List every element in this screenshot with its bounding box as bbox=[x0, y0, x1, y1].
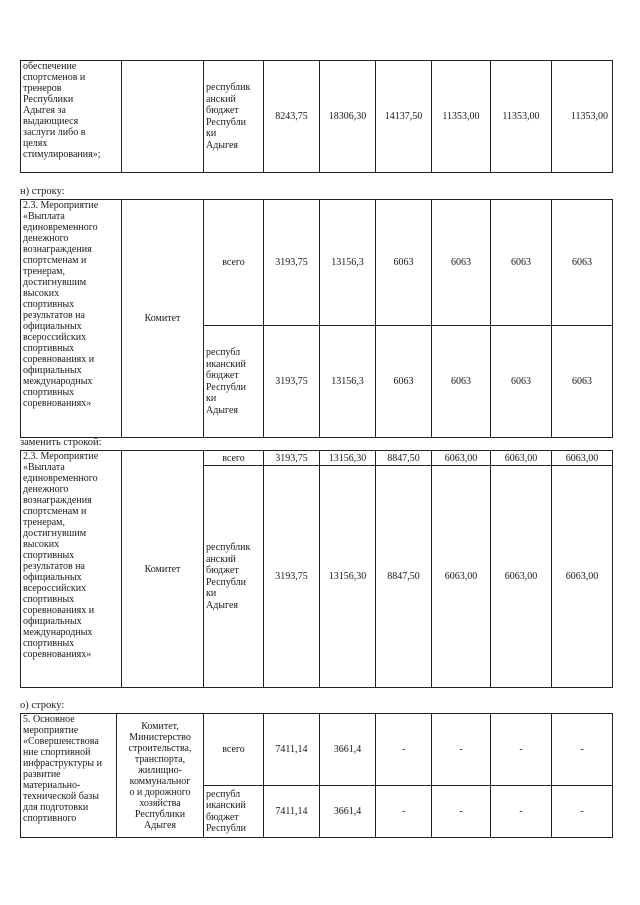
value-cell: 6063 bbox=[376, 326, 432, 438]
executor-cell: Комитет bbox=[122, 451, 204, 688]
table-row bbox=[21, 200, 613, 326]
measure-cell: 5. Основное мероприятие «Совершенствова ние спортивной инфраструктуры и развитие материально- технической базы для подготовки спортивного bbox=[21, 714, 117, 838]
executor-cell bbox=[122, 61, 204, 173]
funding-source-cell: всего bbox=[204, 714, 264, 786]
value-cell: 6063 bbox=[376, 200, 432, 326]
value-cell: - bbox=[376, 786, 432, 838]
funding-source-cell: республик анский бюджет Республи ки Адыгея bbox=[204, 466, 264, 688]
budget-table-old-row bbox=[20, 199, 613, 438]
budget-table-new-row bbox=[20, 450, 613, 688]
funding-source-cell: всего bbox=[204, 200, 264, 326]
value-cell: 3193,75 bbox=[264, 466, 320, 688]
value-cell: 6063 bbox=[491, 200, 552, 326]
value-cell: 11353,00 bbox=[552, 61, 613, 173]
budget-table-continuation bbox=[20, 60, 613, 173]
value-cell: 8847,50 bbox=[376, 466, 432, 688]
measure-cell: обеспечение спортсменов и тренеров Республики Адыгея за выдающиеся заслуги либо в целях стимулирования»; bbox=[21, 61, 122, 173]
value-cell: 6063,00 bbox=[432, 466, 491, 688]
value-cell: 6063 bbox=[552, 200, 613, 326]
instruction-label: н) строку: bbox=[20, 186, 65, 197]
value-cell: 6063 bbox=[552, 326, 613, 438]
value-cell: 11353,00 bbox=[432, 61, 491, 173]
value-cell: 3193,75 bbox=[264, 200, 320, 326]
funding-source-cell: республик анский бюджет Республи ки Адыгея bbox=[204, 61, 264, 173]
value-cell: - bbox=[376, 714, 432, 786]
table-row bbox=[21, 61, 613, 173]
value-cell: 3193,75 bbox=[264, 326, 320, 438]
value-cell: - bbox=[491, 714, 552, 786]
value-cell: 8847,50 bbox=[376, 451, 432, 466]
value-cell: - bbox=[432, 714, 491, 786]
funding-source-cell: республ иканский бюджет Республи bbox=[204, 786, 264, 838]
value-cell: 6063,00 bbox=[432, 451, 491, 466]
value-cell: 13156,30 bbox=[320, 466, 376, 688]
measure-cell: 2.3. Мероприятие «Выплата единовременного денежного вознаграждения спортсменам и тренерам, достигнувшим высоких спортивных результатов на официальных всероссийских спортивных соревнованиях и официальных международных спортивных соревнованиях» bbox=[21, 200, 122, 438]
value-cell: - bbox=[552, 714, 613, 786]
value-cell: 6063,00 bbox=[552, 466, 613, 688]
table-row bbox=[21, 451, 613, 466]
value-cell: 6063,00 bbox=[552, 451, 613, 466]
value-cell: 13156,3 bbox=[320, 326, 376, 438]
instruction-label: о) строку: bbox=[20, 700, 65, 711]
value-cell: - bbox=[491, 786, 552, 838]
value-cell: 11353,00 bbox=[491, 61, 552, 173]
value-cell: - bbox=[432, 786, 491, 838]
value-cell: 3193,75 bbox=[264, 451, 320, 466]
value-cell: 3661,4 bbox=[320, 786, 376, 838]
value-cell: 6063,00 bbox=[491, 466, 552, 688]
measure-cell: 2.3. Мероприятие «Выплата единовременного денежного вознаграждения спортсменам и тренерам, достигнувшим высоких спортивных результатов на официальных всероссийских спортивных соревнованиях и официальных международных спортивных соревнованиях» bbox=[21, 451, 122, 688]
funding-source-cell: всего bbox=[204, 451, 264, 466]
value-cell: 13156,3 bbox=[320, 200, 376, 326]
value-cell: 6063 bbox=[432, 326, 491, 438]
value-cell: 7411,14 bbox=[264, 714, 320, 786]
executor-cell: Комитет, Министерство строительства, транспорта, жилищно- коммунальног о и дорожного хозяйства Республики Адыгея bbox=[117, 714, 204, 838]
value-cell: 6063 bbox=[432, 200, 491, 326]
value-cell: 14137,50 bbox=[376, 61, 432, 173]
instruction-label: заменить строкой: bbox=[20, 437, 102, 448]
value-cell: 6063,00 bbox=[491, 451, 552, 466]
value-cell: 6063 bbox=[491, 326, 552, 438]
value-cell: 7411,14 bbox=[264, 786, 320, 838]
budget-table-next-row bbox=[20, 713, 613, 838]
value-cell: 18306,30 bbox=[320, 61, 376, 173]
table-row bbox=[21, 714, 613, 786]
value-cell: 8243,75 bbox=[264, 61, 320, 173]
value-cell: 3661,4 bbox=[320, 714, 376, 786]
funding-source-cell: республ иканский бюджет Республи ки Адыгея bbox=[204, 326, 264, 438]
value-cell: 13156,30 bbox=[320, 451, 376, 466]
executor-cell: Комитет bbox=[122, 200, 204, 438]
value-cell: - bbox=[552, 786, 613, 838]
